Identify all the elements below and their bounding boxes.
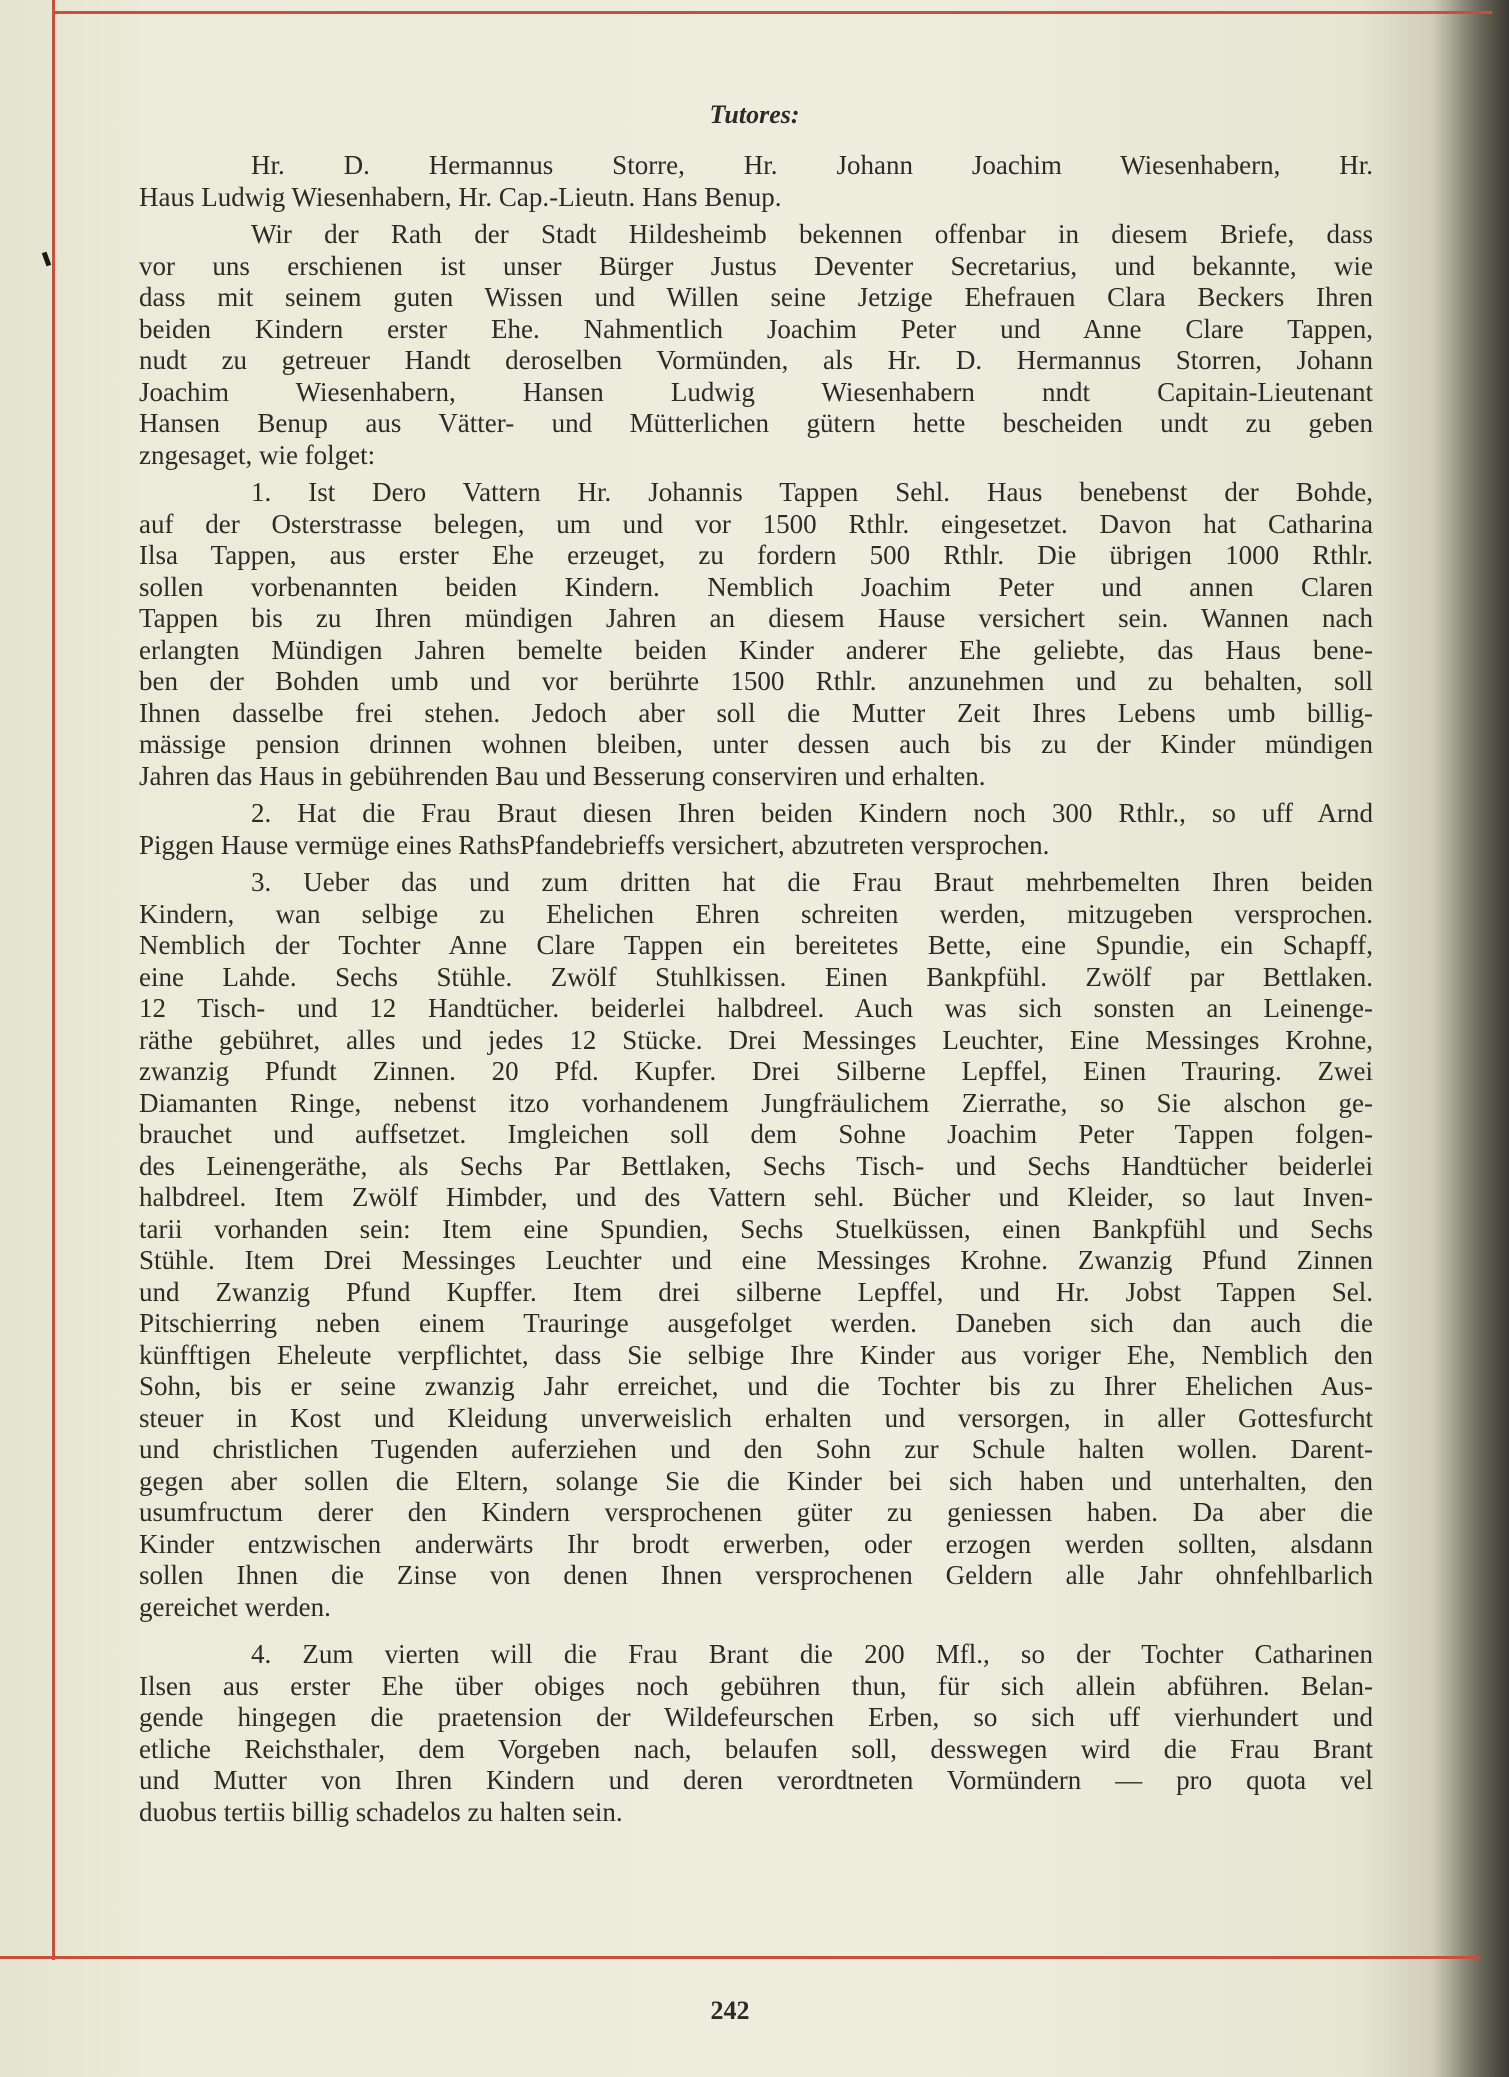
body-text xyxy=(139,150,1373,1828)
text-line: des Leinengeräthe, als Sechs Par Bettlaken, Sechs Tisch- und Sechs Handtücher beiderlei xyxy=(139,1150,1373,1181)
text-line: Nemblich der Tochter Anne Clare Tappen ein bereitetes Bette, eine Spundie, ein Schapff, xyxy=(139,930,1373,960)
text-line: dass mit seinem guten Wissen und Willen seine Jetzige Ehefrauen Clara Beckers Ihren xyxy=(139,282,1373,312)
text-line: sollen vorbenannten beiden Kindern. Nemblich Joachim Peter und annen Claren xyxy=(139,571,1373,602)
text-line: halbdreel. Item Zwölf Himbder, und des Vattern sehl. Bücher und Kleider, so laut Inven- xyxy=(139,1182,1373,1212)
text-line: mässige pension drinnen wohnen bleiben, unter dessen auch bis zu der Kinder mündigen xyxy=(139,729,1373,759)
text-line: und christlichen Tugenden auferziehen und den Sohn zur Schule halten wollen. Darent- xyxy=(139,1434,1373,1464)
text-line: Kinder entzwischen anderwärts Ihr brodt erwerben, oder erzogen werden sollten, alsdann xyxy=(139,1528,1373,1559)
text-line: gende hingegen die praetension der Wildefeurschen Erben, so sich uff vierhundert und xyxy=(139,1702,1373,1732)
ink-mark xyxy=(42,252,51,267)
margin-rule-left xyxy=(52,0,55,1960)
text-line: etliche Reichsthaler, dem Vorgeben nach, belaufen soll, desswegen wird die Frau Brant xyxy=(139,1733,1373,1764)
paragraph xyxy=(139,219,1373,471)
text-line: Kindern, wan selbige zu Ehelichen Ehren schreiten werden, mitzugeben versprochen. xyxy=(139,898,1373,929)
margin-rule-bottom xyxy=(0,1956,1480,1959)
text-line: eine Lahde. Sechs Stühle. Zwölf Stuhlkissen. Einen Bankpfühl. Zwölf par Bettlaken. xyxy=(139,961,1373,992)
text-line: Tappen bis zu Ihren mündigen Jahren an diesem Hause versichert sein. Wannen nach xyxy=(139,603,1373,633)
text-line: vor uns erschienen ist unser Bürger Justus Deventer Secretarius, und bekannte, wie xyxy=(139,250,1373,281)
margin-rule-top xyxy=(52,11,1492,14)
text-line: 1. Ist Dero Vattern Hr. Johannis Tappen Sehl. Haus benebenst der Bohde, xyxy=(251,477,1373,507)
text-line: erlangten Mündigen Jahren bemelte beiden Kinder anderer Ehe geliebte, das Haus bene- xyxy=(139,634,1373,665)
text-line: Pitschierring neben einem Trauringe ausgefolget werden. Daneben sich dan auch die xyxy=(139,1308,1373,1338)
text-line: ben der Bohden umb und vor berührte 1500 Rthlr. anzunehmen und zu behalten, soll xyxy=(139,666,1373,696)
text-line: zwanzig Pfundt Zinnen. 20 Pfd. Kupfer. Drei Silberne Lepffel, Einen Trauring. Zwei xyxy=(139,1056,1373,1086)
text-line: Ilsa Tappen, aus erster Ehe erzeuget, zu fordern 500 Rthlr. Die übrigen 1000 Rthlr. xyxy=(139,540,1373,570)
paragraph xyxy=(139,867,1373,1623)
text-line: auf der Osterstrasse belegen, um und vor 1500 Rthlr. eingesetzet. Davon hat Catharina xyxy=(139,508,1373,539)
text-line: Stühle. Item Drei Messinges Leuchter und eine Messinges Krohne. Zwanzig Pfund Zinnen xyxy=(139,1245,1373,1275)
text-line: Wir der Rath der Stadt Hildesheimb bekennen offenbar in diesem Briefe, dass xyxy=(251,219,1373,249)
text-line: 12 Tisch- und 12 Handtücher. beiderlei halbdreel. Auch was sich sonsten an Leinenge- xyxy=(139,993,1373,1023)
paragraph xyxy=(139,1639,1373,1828)
text-line: Sohn, bis er seine zwanzig Jahr erreichet, und die Tochter bis zu Ihrer Ehelichen Aus- xyxy=(139,1371,1373,1401)
text-line: gegen aber sollen die Eltern, solange Sie die Kinder bei sich haben und unterhalten, den xyxy=(139,1465,1373,1496)
text-line: und Mutter von Ihren Kindern und deren verordtneten Vormündern — pro quota vel xyxy=(139,1765,1373,1795)
text-line: 2. Hat die Frau Braut diesen Ihren beiden Kindern noch 300 Rthlr., so uff Arnd xyxy=(251,798,1373,828)
text-line: Piggen Hause vermüge eines RathsPfandebrieffs versichert, abzutreten versprochen. xyxy=(139,829,1050,860)
text-line: 3. Ueber das und zum dritten hat die Frau Braut mehrbemelten Ihren beiden xyxy=(251,867,1373,897)
text-line: Joachim Wiesenhabern, Hansen Ludwig Wiesenhabern nndt Capitain-Lieutenant xyxy=(139,376,1373,407)
text-line: brauchet und auffsetzet. Imgleichen soll dem Sohne Joachim Peter Tappen folgen- xyxy=(139,1119,1373,1149)
text-line: zngesaget, wie folget: xyxy=(139,439,376,470)
text-line: steuer in Kost und Kleidung unverweislich erhalten und versorgen, in aller Gottesfurcht xyxy=(139,1402,1373,1433)
text-line: duobus tertiis billig schadelos zu halten sein. xyxy=(139,1796,623,1827)
paragraph xyxy=(139,477,1373,792)
text-line: nudt zu getreuer Handt deroselben Vormünden, als Hr. D. Hermannus Storren, Johann xyxy=(139,345,1373,375)
paragraph xyxy=(139,150,1373,213)
text-line: 4. Zum vierten will die Frau Brant die 200 Mfl., so der Tochter Catharinen xyxy=(251,1639,1373,1669)
text-line: künfftigen Eheleute verpflichtet, dass Sie selbige Ihre Kinder aus voriger Ehe, Nemblich den xyxy=(139,1339,1373,1370)
text-line: Hansen Benup aus Vätter- und Mütterlichen gütern hette bescheiden undt zu geben xyxy=(139,408,1373,438)
text-line: Ihnen dasselbe frei stehen. Jedoch aber soll die Mutter Zeit Ihres Lebens umb billig- xyxy=(139,697,1373,728)
text-line: Diamanten Ringe, nebenst itzo vorhandenem Jungfräulichem Zierrathe, so Sie alschon ge- xyxy=(139,1087,1373,1118)
text-line: Hr. D. Hermannus Storre, Hr. Johann Joachim Wiesenhabern, Hr. xyxy=(251,150,1373,180)
text-line: tarii vorhanden sein: Item eine Spundien, Sechs Stuelküssen, einen Bankpfühl und Sechs xyxy=(139,1213,1373,1244)
text-line: Haus Ludwig Wiesenhabern, Hr. Cap.-Lieutn. Hans Benup. xyxy=(139,181,782,212)
text-line: und Zwanzig Pfund Kupffer. Item drei silberne Lepffel, und Hr. Jobst Tappen Sel. xyxy=(139,1276,1373,1307)
section-heading: Tutores: xyxy=(709,100,800,129)
text-line: beiden Kindern erster Ehe. Nahmentlich Joachim Peter und Anne Clare Tappen, xyxy=(139,313,1373,344)
text-line: sollen Ihnen die Zinse von denen Ihnen versprochenen Geldern alle Jahr ohnfehlbarlich xyxy=(139,1560,1373,1590)
text-line: Jahren das Haus in gebührenden Bau und Besserung conserviren und erhalten. xyxy=(139,760,986,791)
page-number: 242 xyxy=(710,1996,750,2025)
paragraph xyxy=(139,798,1373,861)
text-line: usumfructum derer den Kindern versprochenen güter zu geniessen haben. Da aber die xyxy=(139,1497,1373,1527)
text-line: Ilsen aus erster Ehe über obiges noch gebühren thun, für sich allein abführen. Belan- xyxy=(139,1670,1373,1701)
text-line: gereichet werden. xyxy=(139,1591,331,1622)
text-line: räthe gebühret, alles und jedes 12 Stücke. Drei Messinges Leuchter, Eine Messinges Krohne, xyxy=(139,1024,1373,1055)
